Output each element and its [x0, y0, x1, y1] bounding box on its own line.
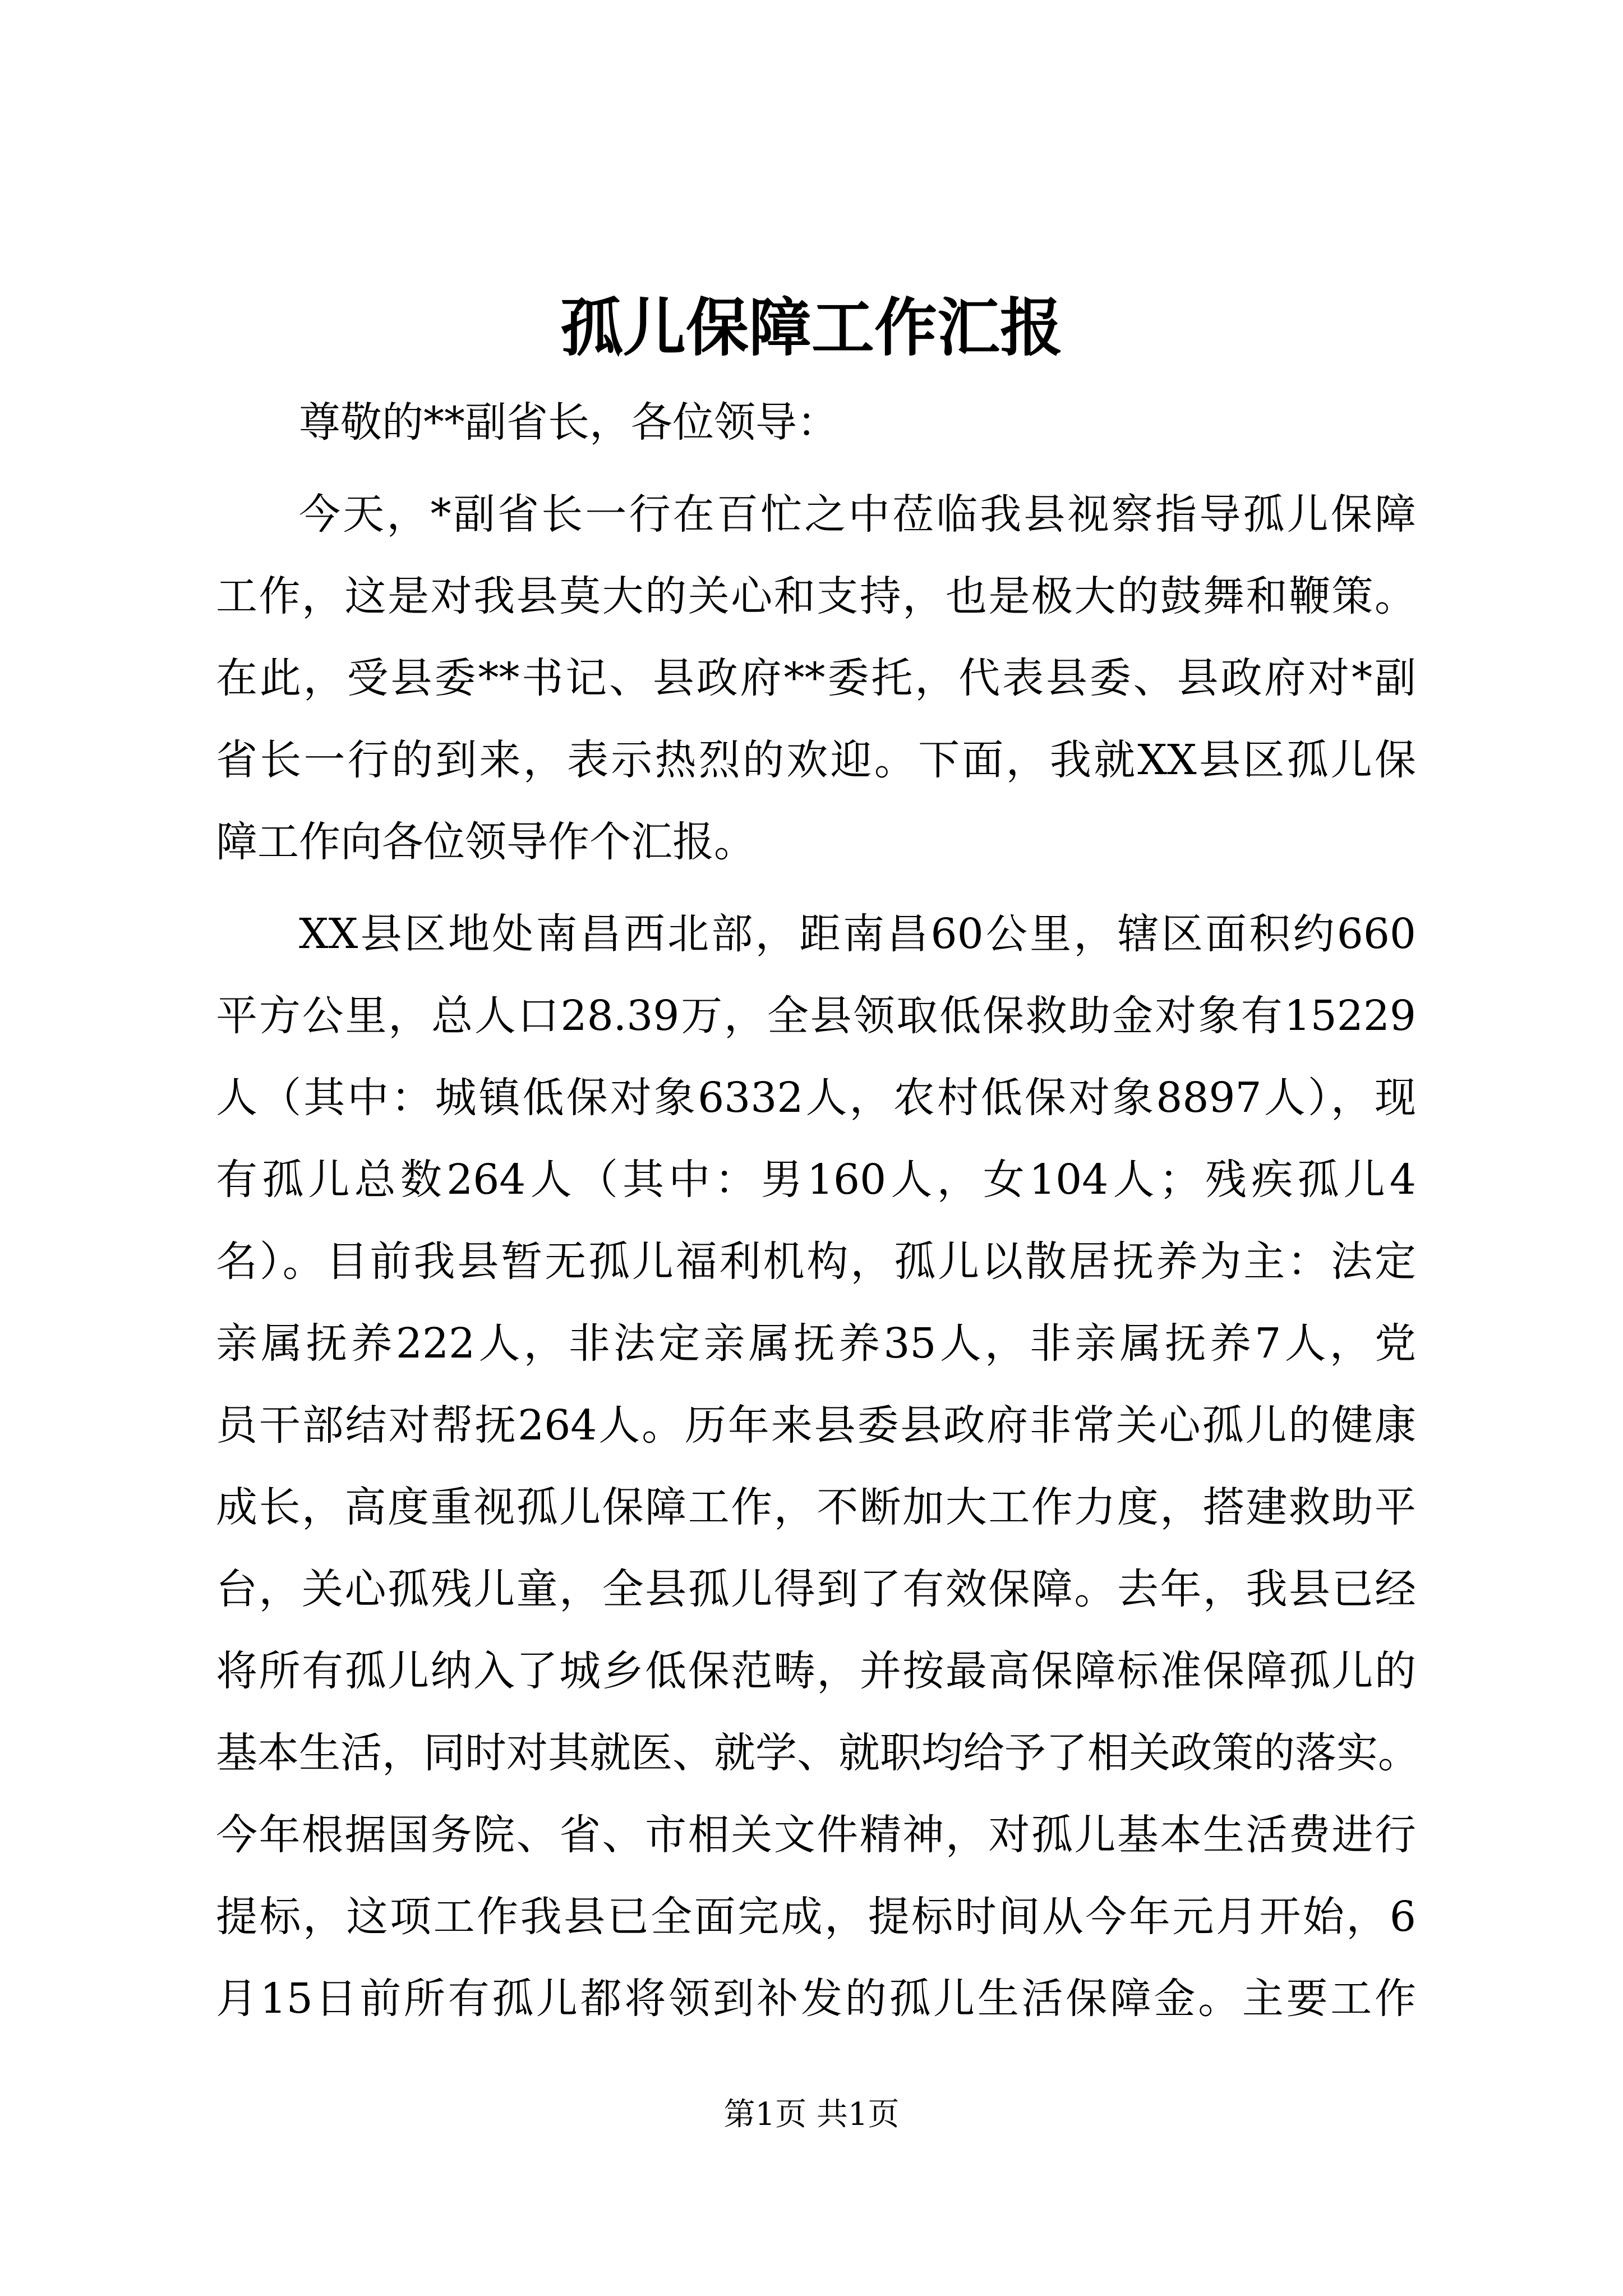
paragraph-line: 名）。目前我县暂无孤儿福利机构，孤儿以散居抚养为主：法定	[216, 1237, 1416, 1286]
paragraph-line: 将所有孤儿纳入了城乡低保范畴，并按最高保障标准保障孤儿的	[216, 1647, 1416, 1695]
salutation: 尊敬的**副省长，各位领导：	[299, 398, 838, 447]
paragraph-line: 今天，*副省长一行在百忙之中莅临我县视察指导孤儿保障	[299, 490, 1416, 539]
paragraph-line: 亲属抚养222人，非法定亲属抚养35人，非亲属抚养7人，党	[216, 1319, 1416, 1368]
paragraph-line: 在此，受县委**书记、县政府**委托，代表县委、县政府对*副	[216, 654, 1416, 702]
document-body	[216, 381, 1419, 2040]
paragraph-line: 员干部结对帮抚264人。历年来县委县政府非常关心孤儿的健康	[216, 1401, 1416, 1450]
paragraph-1	[216, 473, 1416, 883]
paragraph-line: 工作，这是对我县莫大的关心和支持，也是极大的鼓舞和鞭策。	[216, 572, 1416, 620]
page-footer: 第1页 共1页	[723, 2096, 900, 2133]
paragraph-line: 台，关心孤残儿童，全县孤儿得到了有效保障。去年，我县已经	[216, 1565, 1416, 1613]
paragraph-line: 人（其中：城镇低保对象6332人，农村低保对象8897人），现	[216, 1074, 1416, 1122]
paragraph-line: 有孤儿总数264人（其中：男160人，女104人；残疾孤儿4	[216, 1156, 1416, 1204]
paragraph-line: 月15日前所有孤儿都将领到补发的孤儿生活保障金。主要工作	[216, 1975, 1416, 2023]
paragraph-2	[216, 893, 1419, 2040]
paragraph-line: 今年根据国务院、省、市相关文件精神，对孤儿基本生活费进行	[216, 1811, 1416, 1859]
paragraph-line: 基本生活，同时对其就医、就学、就职均给予了相关政策的落实。	[216, 1729, 1419, 1777]
paragraph-line: 障工作向各位领导作个汇报。	[216, 818, 755, 866]
paragraph-gap	[216, 883, 1416, 893]
paragraph-line: 提标，这项工作我县已全面完成，提标时间从今年元月开始，6	[216, 1893, 1416, 1941]
paragraph-line: 省长一行的到来，表示热烈的欢迎。下面，我就XX县区孤儿保	[216, 736, 1416, 784]
paragraph-line: 成长，高度重视孤儿保障工作，不断加大工作力度，搭建救助平	[216, 1483, 1416, 1531]
paragraph-line: 平方公里，总人口28.39万，全县领取低保救助金对象有15229	[216, 992, 1416, 1040]
paragraph-line: XX县区地处南昌西北部，距南昌60公里，辖区面积约660	[299, 910, 1416, 958]
document-title: 孤儿保障工作汇报	[560, 291, 1063, 365]
paragraph-gap	[216, 463, 1416, 473]
